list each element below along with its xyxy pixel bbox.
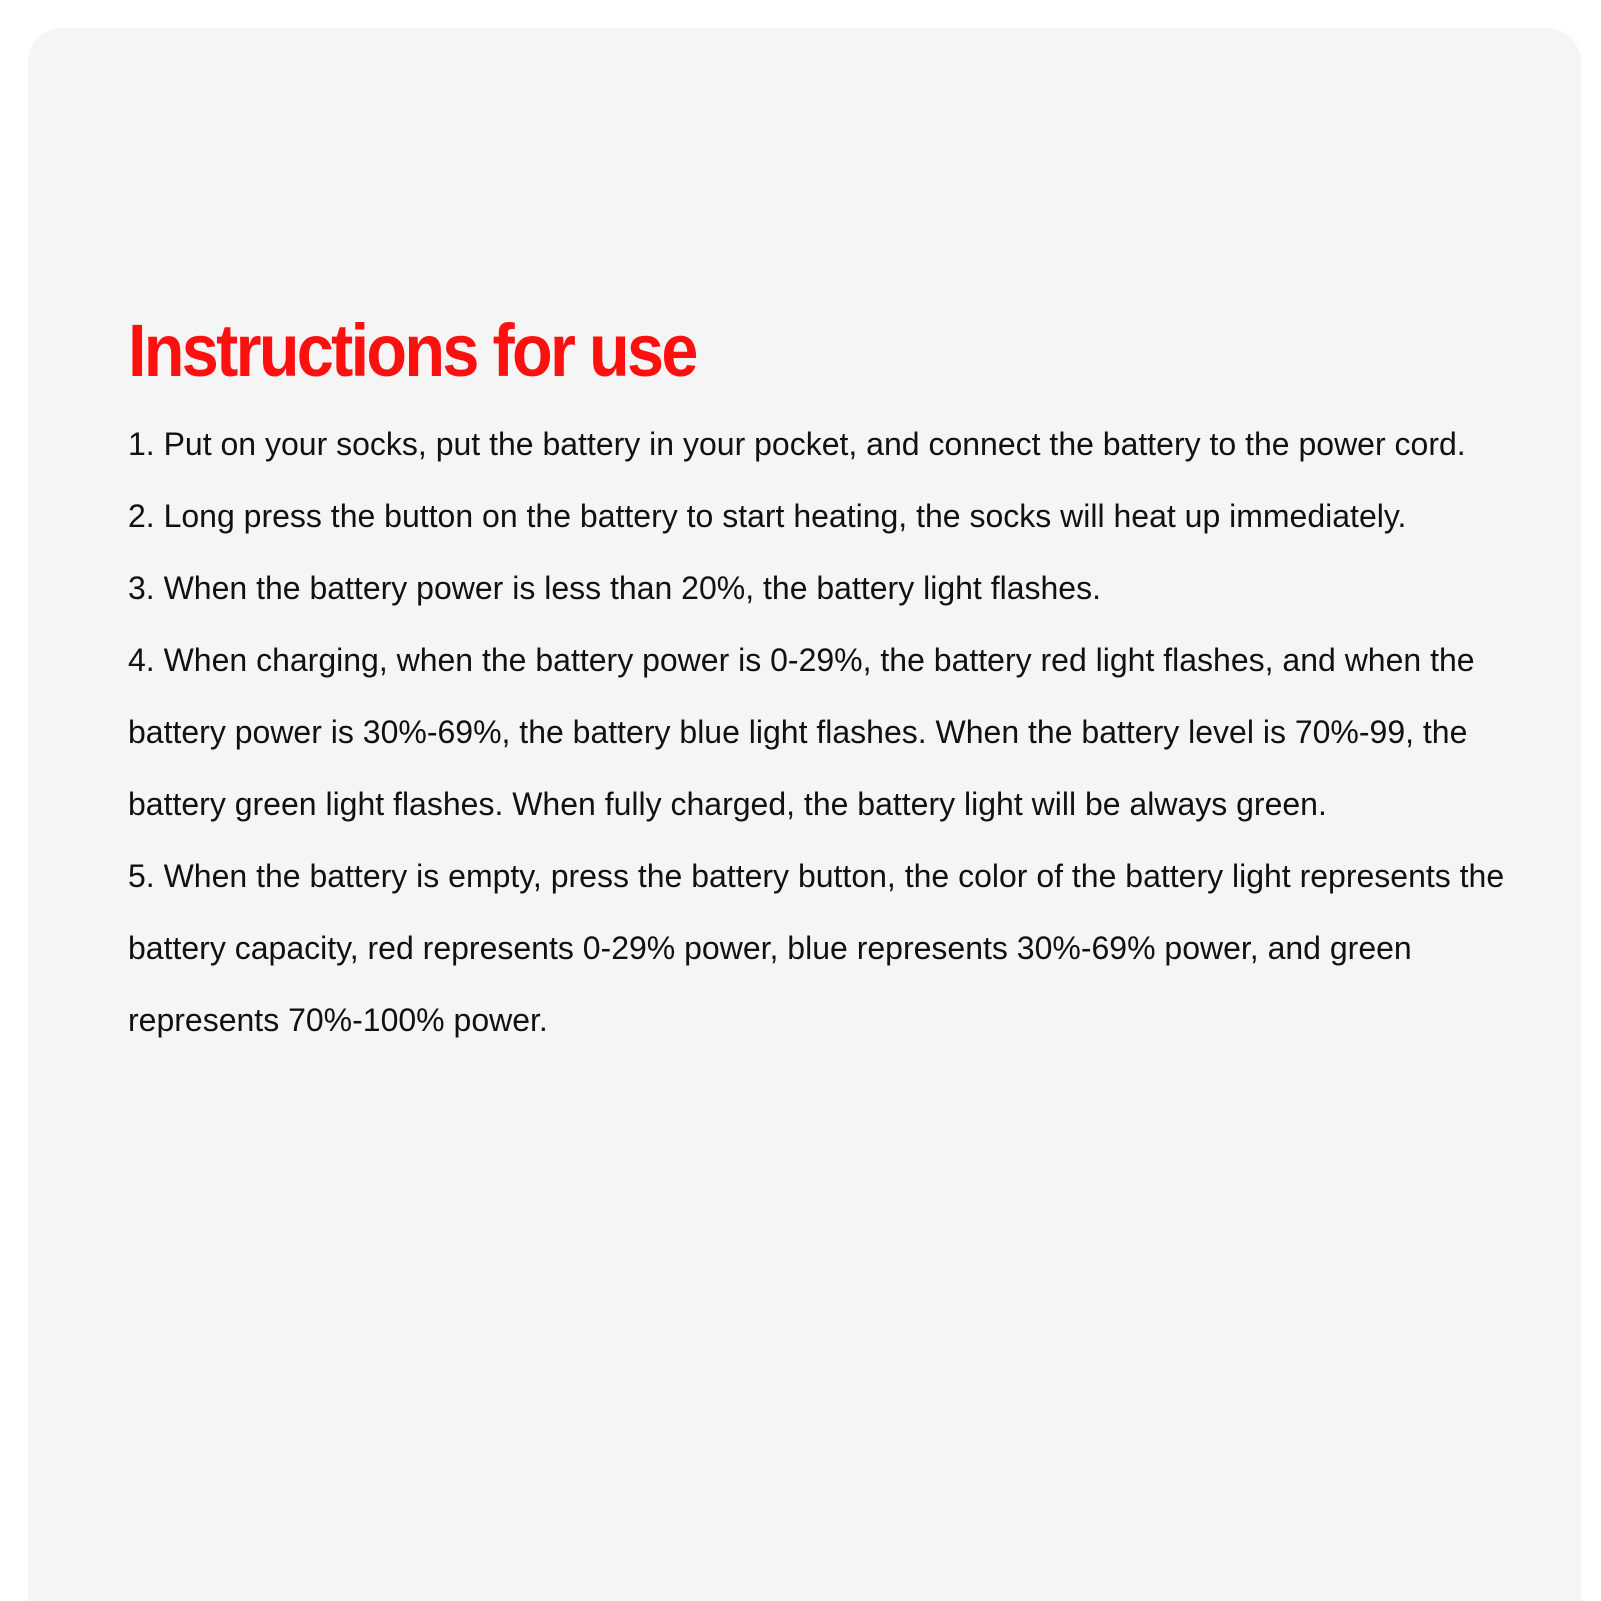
instruction-list	[128, 408, 1568, 1056]
page-title: Instructions for use	[128, 309, 696, 392]
instruction-step-1: 1. Put on your socks, put the battery in your pocket, and connect the battery to the power cord.	[128, 426, 1466, 462]
instruction-step-5: 5. When the battery is empty, press the battery button, the color of the battery light represents the battery capacity, red represents 0-29% power, blue represents 30%-69% power, and green represents 70%-100% power.	[128, 858, 1505, 1038]
instruction-step-2: 2. Long press the button on the battery to start heating, the socks will heat up immediately.	[128, 498, 1407, 534]
instruction-step-4: 4. When charging, when the battery power is 0-29%, the battery red light flashes, and when the battery power is 30%-69%, the battery blue light flashes. When the battery level is 70%-99, the battery green light flashes. When fully charged, the battery light will be always green.	[128, 642, 1475, 822]
instruction-step-3: 3. When the battery power is less than 20%, the battery light flashes.	[128, 570, 1101, 606]
